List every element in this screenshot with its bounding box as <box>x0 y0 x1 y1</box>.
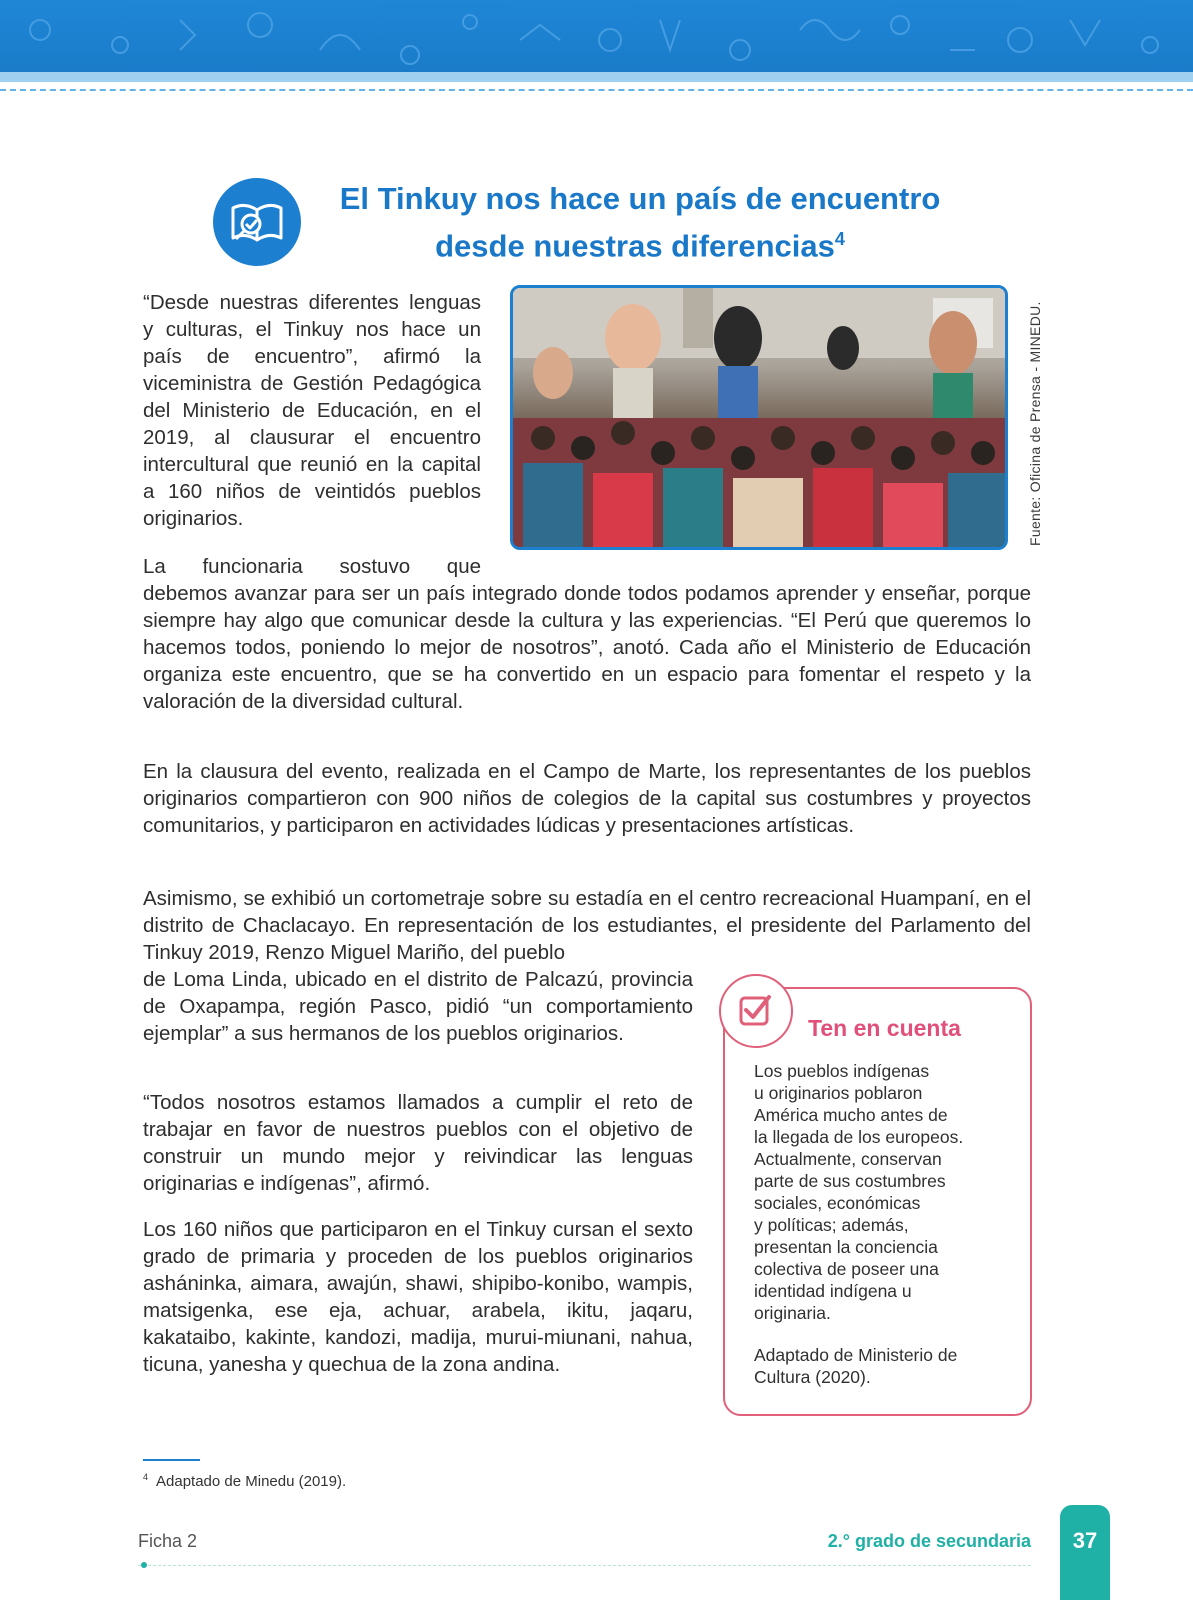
footnote-text: Adaptado de Minedu (2019). <box>156 1473 347 1490</box>
paragraph-6: Los 160 niños que participaron en el Tinkuy cursan el sexto grado de primaria y proceden de los pueblos originarios asháninka, aimara, awajún, shawi, shipibo-konibo, wampis, matsigenka, ese eja, achuar, arabela, ikitu, jaqaru, kakataibo, kakinte, kandozi, madija, murui-miunani, nahua, ticuna, yanesha y quechua de la zona andina. <box>143 1218 693 1376</box>
doodle-pattern <box>0 0 1193 72</box>
page-title <box>300 178 980 266</box>
footer-divider <box>138 1565 1031 1566</box>
paragraph-2-lead: La funcionaria sostuvo que <box>143 555 481 578</box>
intro-paragraph: “Desde nuestras diferentes lenguas y culturas, el Tinkuy nos hace un país de encuentro”, afirmó la viceministra de Gestión Pedagógica del Ministerio de Educación, en el 2019, al clausurar el encuentro intercultural que reunió en la capital a 160 niños de veintidós pueblos originarios. <box>143 291 481 530</box>
footnote-number: 4 <box>143 1472 149 1482</box>
page-number: 37 <box>1072 1528 1098 1553</box>
header-band <box>0 0 1193 72</box>
paragraph-2 <box>143 553 1031 715</box>
title-line-2-text: desde nuestras diferencias <box>435 228 835 264</box>
header-divider <box>0 89 1193 91</box>
note-text: Los pueblos indígenas u originarios poblaron América mucho antes de la llegada de los europeos. Actualmente, conservan parte de sus costumbres sociales, económicas y políticas; además, presentan la conciencia colectiva de poseer una identidad indígena u originaria. <box>754 1061 964 1323</box>
paragraph-4: Asimismo, se exhibió un cortometraje sobre su estadía en el centro recreacional Huampaní, en el distrito de Chaclacayo. En representación de los estudiantes, el presidente del Parlamento del Tinkuy 2019, Renzo Miguel Mariño, del pueblo <box>143 887 1031 964</box>
checkbox-icon <box>719 974 793 1048</box>
book-search-icon <box>213 178 301 266</box>
photo-illustration <box>513 288 1005 547</box>
footnote-divider <box>143 1459 200 1461</box>
title-line-1: El Tinkuy nos hace un país de encuentro <box>339 181 941 216</box>
paragraph-4-continued: de Loma Linda, ubicado en el distrito de Palcazú, provincia de Oxapampa, región Pasco, pidió “un comportamiento ejemplar” a sus hermanos de los pueblos originarios. <box>143 968 693 1045</box>
note-source: Adaptado de Ministerio de Cultura (2020). <box>754 1345 958 1387</box>
footer-worksheet-label: Ficha 2 <box>138 1531 198 1551</box>
paragraph-2-rest: debemos avanzar para ser un país integrado donde todos podamos aprender y enseñar, porque siempre hay algo que comunicar desde la cultura y las experiencias. “El Perú que queremos lo hacemos todos, poniendo lo mejor de nosotros”, anotó. Cada año el Ministerio de Educación organiza este encuentro, que se ha convertido en un espacio para fomentar el respeto y la valoración de la diversidad cultural. <box>143 582 1031 713</box>
header-strip <box>0 72 1193 82</box>
title-footnote-ref: 4 <box>834 229 845 249</box>
title-line-2 <box>300 219 980 266</box>
paragraph-3: En la clausura del evento, realizada en el Campo de Marte, los representantes de los pueblos originarios compartieron con 900 niños de colegios de la capital sus costumbres y proyectos comunitarios, y participaron en actividades lúdicas y presentaciones artísticas. <box>143 760 1031 837</box>
event-photo <box>510 285 1008 550</box>
note-title: Ten en cuenta <box>808 1015 961 1041</box>
paragraph-5: “Todos nosotros estamos llamados a cumplir el reto de trabajar en favor de nuestros pueblos con el objetivo de construir un mundo mejor y reivindicar las lenguas originarias e indígenas”, afirmó. <box>143 1091 693 1195</box>
footer-grade-label: 2.° grado de secundaria <box>827 1531 1031 1551</box>
photo-credit: Fuente: Oficina de Prensa - MINEDU. <box>1027 301 1043 546</box>
footnote <box>143 1472 346 1490</box>
footer-dot <box>141 1562 147 1568</box>
